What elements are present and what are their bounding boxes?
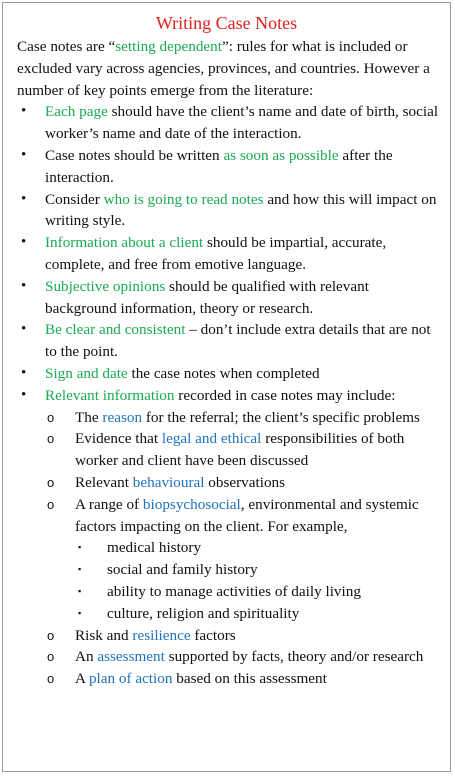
text-run: after the interaction. bbox=[45, 146, 393, 186]
circle-bullet-icon: o bbox=[47, 431, 55, 447]
highlighted-term: legal and ethical bbox=[161, 430, 262, 448]
text-run: should be qualified with relevant background information, theory or research. bbox=[45, 277, 369, 317]
text-run: Case notes should be written bbox=[45, 146, 224, 164]
highlighted-term: Information about a client bbox=[45, 234, 204, 252]
relevant-information-list bbox=[3, 407, 440, 690]
square-bullet-icon: ▪ bbox=[78, 607, 82, 618]
factor-example-label: medical history bbox=[107, 539, 202, 557]
bullet-icon: • bbox=[21, 146, 27, 163]
highlighted-term: as soon as possible bbox=[223, 146, 339, 164]
sub-point-item bbox=[3, 428, 440, 472]
factor-example-label: social and family history bbox=[107, 561, 258, 579]
key-point-item bbox=[3, 145, 450, 189]
bullet-icon: • bbox=[21, 321, 27, 338]
key-point-item bbox=[3, 385, 450, 690]
square-bullet-icon: ▪ bbox=[78, 564, 82, 575]
highlighted-term: assessment bbox=[97, 648, 165, 666]
key-point-item bbox=[3, 232, 450, 276]
factor-example-item bbox=[3, 581, 430, 603]
bullet-icon: • bbox=[21, 277, 27, 294]
case-notes-card bbox=[2, 2, 451, 772]
highlighted-term: biopsychosocial bbox=[142, 495, 241, 513]
text-run: ”: rules for what is included or excluded vary across agencies, provinces, and countries. However a number of key points emerge from the literature: bbox=[17, 38, 430, 99]
square-bullet-icon: ▪ bbox=[78, 542, 82, 553]
text-run: An bbox=[75, 648, 98, 666]
highlighted-term: behavioural bbox=[132, 473, 205, 491]
example-factors-list bbox=[3, 537, 430, 624]
text-run: should be impartial, accurate, complete, and free from emotive language. bbox=[45, 234, 387, 273]
circle-bullet-icon: o bbox=[47, 649, 55, 665]
factor-example-item bbox=[3, 537, 430, 559]
text-run: the case notes when completed bbox=[127, 364, 320, 382]
highlighted-term: Be clear and consistent bbox=[45, 321, 186, 339]
sub-point-item bbox=[3, 625, 440, 647]
highlighted-term: who is going to read notes bbox=[103, 190, 264, 208]
circle-bullet-icon: o bbox=[47, 671, 55, 687]
circle-bullet-icon: o bbox=[47, 627, 55, 643]
text-run: factors bbox=[190, 626, 236, 644]
text-run: , environmental and systemic factors impacting on the client. For example, bbox=[75, 495, 419, 535]
highlighted-term: Sign and date bbox=[45, 364, 128, 382]
text-run: Evidence that bbox=[75, 430, 162, 448]
highlighted-term: resilience bbox=[132, 626, 191, 644]
text-run: Consider bbox=[45, 190, 104, 208]
text-run: based on this assessment bbox=[172, 670, 327, 688]
key-point-item bbox=[3, 276, 450, 320]
key-point-item bbox=[3, 363, 450, 385]
text-run: responsibilities of both worker and client have been discussed bbox=[75, 430, 405, 470]
text-run: – don’t include extra details that are not to the point. bbox=[45, 321, 431, 361]
key-point-item bbox=[3, 101, 450, 145]
highlighted-term: plan of action bbox=[88, 670, 173, 688]
text-run: Case notes are “ bbox=[17, 38, 116, 55]
circle-bullet-icon: o bbox=[47, 474, 55, 490]
key-point-item bbox=[3, 319, 450, 363]
key-point-item bbox=[3, 189, 450, 233]
highlighted-term: Each page bbox=[45, 103, 108, 121]
sub-point-item bbox=[3, 668, 440, 690]
bullet-icon: • bbox=[21, 103, 27, 120]
sub-point-item bbox=[3, 646, 440, 668]
highlighted-term: setting dependent bbox=[115, 38, 222, 55]
circle-bullet-icon: o bbox=[47, 409, 55, 425]
text-run: A bbox=[75, 670, 89, 688]
text-run: and how this will impact on writing style. bbox=[45, 190, 437, 230]
factor-example-item bbox=[3, 559, 430, 581]
sub-point-item bbox=[3, 494, 440, 625]
factor-example-item bbox=[3, 603, 430, 625]
bullet-icon: • bbox=[21, 234, 27, 251]
document-body bbox=[3, 3, 450, 690]
text-run: should have the client’s name and date of birth, social worker’s name and date of the interaction. bbox=[45, 103, 439, 143]
text-run: recorded in case notes may include: bbox=[174, 386, 396, 404]
sub-point-item bbox=[3, 472, 440, 494]
circle-bullet-icon: o bbox=[47, 496, 55, 512]
text-run: supported by facts, theory and/or research bbox=[164, 648, 424, 666]
text-run: for the referral; the client’s specific problems bbox=[142, 408, 420, 426]
bullet-icon: • bbox=[21, 364, 27, 381]
factor-example-label: ability to manage activities of daily living bbox=[107, 582, 361, 600]
sub-point-item bbox=[3, 407, 440, 429]
text-run: Risk and bbox=[75, 626, 133, 644]
bullet-icon: • bbox=[21, 190, 27, 207]
highlighted-term: Relevant information bbox=[45, 386, 175, 404]
highlighted-term: Subjective opinions bbox=[45, 277, 166, 295]
text-run: The bbox=[75, 408, 103, 426]
square-bullet-icon: ▪ bbox=[78, 585, 82, 596]
text-run: Relevant bbox=[75, 473, 133, 491]
bullet-icon: • bbox=[21, 386, 27, 403]
intro-paragraph bbox=[17, 36, 436, 101]
factor-example-label: culture, religion and spirituality bbox=[107, 604, 300, 622]
text-run: observations bbox=[204, 473, 286, 491]
key-points-list bbox=[3, 101, 450, 690]
highlighted-term: reason bbox=[102, 408, 143, 426]
text-run: A range of bbox=[75, 495, 143, 513]
page-title: Writing Case Notes bbox=[155, 13, 298, 33]
